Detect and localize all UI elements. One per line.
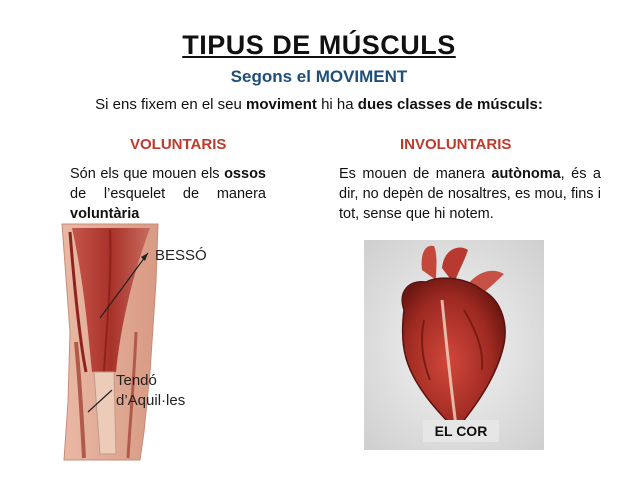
intro-text: Si ens fixem en el seu moviment hi ha dues classes de músculs: bbox=[95, 96, 543, 113]
heading-voluntaris: VOLUNTARIS bbox=[130, 136, 227, 153]
voluntaris-description: Són els que mouen els ossos de l’esquelet de manera voluntària bbox=[70, 166, 266, 222]
label-tendo: Tendó bbox=[116, 372, 157, 389]
page-title: TIPUS DE MÚSCULS bbox=[182, 30, 456, 60]
label-aquil: d’Aquil·les bbox=[116, 392, 186, 409]
involuntaris-description: Es mouen de manera autònoma, és a dir, no depèn de nosaltres, es mou, fins i tot, sense que hi notem. bbox=[339, 166, 601, 222]
label-besso: BESSÓ bbox=[155, 247, 207, 264]
heading-involuntaris: INVOLUNTARIS bbox=[400, 136, 512, 153]
label-el-cor: EL COR bbox=[423, 420, 499, 442]
page-subtitle: Segons el MOVIMENT bbox=[230, 67, 408, 86]
heart-illustration bbox=[364, 240, 544, 450]
